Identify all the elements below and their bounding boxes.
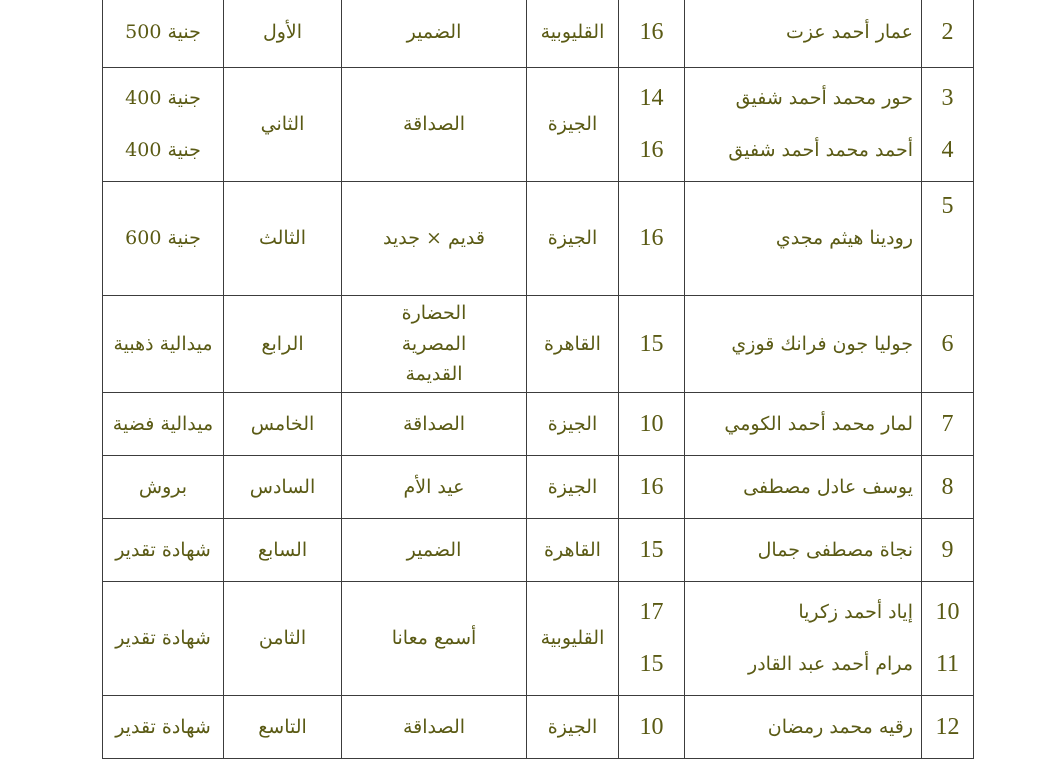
topic-cell: [342, 582, 527, 696]
governorate-cell-text: الجيزة: [547, 715, 598, 738]
governorate-cell: [527, 0, 619, 68]
topic-cell: [342, 68, 527, 182]
prize-cell-text: شهادة تقدير: [115, 538, 211, 561]
index-cell-line: 3: [941, 85, 954, 112]
rank-cell-text: الثاني: [260, 113, 305, 136]
table-row: [103, 519, 974, 582]
age-cell: [619, 68, 685, 182]
index-cell: [922, 182, 974, 296]
prize-cell: [103, 519, 224, 582]
index-cell: [922, 456, 974, 519]
topic-cell-text: عيد الأم: [403, 475, 465, 498]
rank-cell: [224, 582, 342, 696]
topic-cell: [342, 0, 527, 68]
rank-cell: [224, 296, 342, 393]
index-cell-line: 10: [935, 599, 960, 626]
rank-cell-text: التاسع: [258, 715, 307, 738]
rank-cell: [224, 68, 342, 182]
governorate-cell-text: القاهرة: [544, 538, 601, 561]
name-cell: [685, 296, 922, 393]
index-cell-text: 6: [941, 330, 954, 357]
topic-cell-text: أسمع معانا: [391, 627, 477, 650]
rank-cell-text: الأول: [262, 20, 303, 43]
prize-cell: [103, 68, 224, 182]
age-cell-text: 16: [639, 18, 664, 45]
topic-cell-text: الضمير: [406, 538, 462, 561]
index-cell-text: 9: [941, 536, 954, 563]
topic-cell-text: قديم × جديد: [383, 227, 485, 250]
age-cell: [619, 296, 685, 393]
prize-cell: [103, 0, 224, 68]
prize-cell: [103, 296, 224, 393]
prize-cell-line: 400 جنية: [125, 139, 201, 162]
name-cell-line: أحمد محمد أحمد شفيق: [728, 139, 913, 162]
age-cell: [619, 696, 685, 759]
governorate-cell: [527, 68, 619, 182]
prize-cell-text: ميدالية ذهبية: [113, 332, 213, 355]
prize-cell: [103, 182, 224, 296]
topic-cell-text: الصداقة: [402, 412, 466, 435]
age-cell: [619, 182, 685, 296]
age-cell: [619, 519, 685, 582]
name-cell-text: يوسف عادل مصطفى: [743, 475, 913, 498]
index-cell: [922, 582, 974, 696]
name-cell: [685, 582, 922, 696]
name-cell-text: عمار أحمد عزت: [785, 20, 913, 43]
prize-cell: [103, 696, 224, 759]
name-cell: [685, 68, 922, 182]
governorate-cell: [527, 456, 619, 519]
index-cell: [922, 519, 974, 582]
table-row: [103, 456, 974, 519]
rank-cell-text: السابع: [257, 538, 308, 561]
topic-cell: [342, 296, 527, 393]
prize-cell: [103, 456, 224, 519]
topic-cell: [342, 519, 527, 582]
topic-cell-text: الصداقة: [402, 715, 466, 738]
name-cell: [685, 0, 922, 68]
governorate-cell-text: القليوبية: [540, 20, 605, 43]
index-cell: [922, 696, 974, 759]
governorate-cell: [527, 296, 619, 393]
topic-cell-text: الحضارة المصرية القديمة: [401, 302, 467, 386]
rank-cell: [224, 0, 342, 68]
index-cell-line: 4: [941, 137, 954, 164]
prize-cell-text: شهادة تقدير: [115, 627, 211, 650]
index-cell: [922, 0, 974, 68]
age-cell-text: 16: [639, 225, 664, 252]
topic-cell: [342, 456, 527, 519]
governorate-cell: [527, 696, 619, 759]
governorate-cell-text: الجيزة: [547, 475, 598, 498]
rank-cell-text: السادس: [249, 475, 316, 498]
table-row: [103, 182, 974, 296]
rank-cell: [224, 182, 342, 296]
age-cell-line: 15: [639, 651, 664, 678]
table-row: [103, 0, 974, 68]
index-cell-text: 5: [941, 193, 954, 219]
rank-cell: [224, 696, 342, 759]
table-row: [103, 393, 974, 456]
rank-cell-text: الثالث: [258, 227, 307, 250]
age-cell-text: 16: [639, 473, 664, 500]
index-cell: [922, 68, 974, 182]
index-cell-line: 11: [935, 651, 960, 678]
age-cell: [619, 393, 685, 456]
table-row: [103, 68, 974, 182]
name-cell-line: حور محمد أحمد شفيق: [735, 87, 913, 110]
prize-cell-text: 500 جنية: [125, 20, 201, 43]
governorate-cell: [527, 182, 619, 296]
name-cell-line: مرام أحمد عبد القادر: [748, 653, 913, 676]
governorate-cell-text: الجيزة: [547, 227, 598, 250]
rank-cell-text: الرابع: [261, 332, 304, 355]
index-cell-text: 2: [941, 18, 954, 45]
name-cell-text: رودينا هيثم مجدي: [775, 227, 913, 250]
age-cell-line: 17: [639, 599, 664, 626]
age-cell-line: 14: [639, 85, 664, 112]
topic-cell: [342, 696, 527, 759]
name-cell-text: جوليا جون فرانك قوزي: [731, 332, 913, 355]
name-cell: [685, 696, 922, 759]
topic-cell: [342, 393, 527, 456]
rank-cell: [224, 519, 342, 582]
age-cell-line: 16: [639, 137, 664, 164]
rank-cell-text: الخامس: [250, 412, 315, 435]
governorate-cell: [527, 393, 619, 456]
prize-cell-text: شهادة تقدير: [115, 715, 211, 738]
prize-cell-text: ميدالية فضية: [112, 412, 214, 435]
prize-cell-line: 400 جنية: [125, 87, 201, 110]
rank-cell-text: الثامن: [258, 627, 307, 650]
age-cell: [619, 582, 685, 696]
index-cell-text: 8: [941, 473, 954, 500]
rank-cell: [224, 456, 342, 519]
governorate-cell: [527, 582, 619, 696]
topic-cell-text: الصداقة: [402, 113, 466, 136]
age-cell-text: 10: [639, 410, 664, 437]
index-cell-text: 12: [935, 713, 960, 740]
index-cell: [922, 296, 974, 393]
governorate-cell-text: القليوبية: [540, 627, 605, 650]
governorate-cell: [527, 519, 619, 582]
governorate-cell-text: الجيزة: [547, 113, 598, 136]
table-row: [103, 582, 974, 696]
results-table: [102, 0, 974, 759]
name-cell-text: نجاة مصطفى جمال: [757, 538, 913, 561]
topic-cell-text: الضمير: [406, 20, 462, 43]
prize-cell-text: 600 جنية: [125, 227, 201, 250]
name-cell-line: إياد أحمد زكريا: [798, 601, 913, 624]
age-cell: [619, 456, 685, 519]
prize-cell-text: بروش: [138, 475, 188, 498]
index-cell: [922, 393, 974, 456]
name-cell-text: رقيه محمد رمضان: [767, 715, 913, 738]
governorate-cell-text: القاهرة: [544, 332, 601, 355]
index-cell-text: 7: [941, 410, 954, 437]
table-row: [103, 696, 974, 759]
name-cell: [685, 393, 922, 456]
topic-cell: [342, 182, 527, 296]
age-cell-text: 10: [639, 713, 664, 740]
name-cell: [685, 519, 922, 582]
name-cell-text: لمار محمد أحمد الكومي: [724, 412, 913, 435]
name-cell: [685, 456, 922, 519]
age-cell-text: 15: [639, 330, 664, 357]
name-cell: [685, 182, 922, 296]
table-row: [103, 296, 974, 393]
age-cell: [619, 0, 685, 68]
prize-cell: [103, 582, 224, 696]
governorate-cell-text: الجيزة: [547, 412, 598, 435]
age-cell-text: 15: [639, 536, 664, 563]
rank-cell: [224, 393, 342, 456]
prize-cell: [103, 393, 224, 456]
